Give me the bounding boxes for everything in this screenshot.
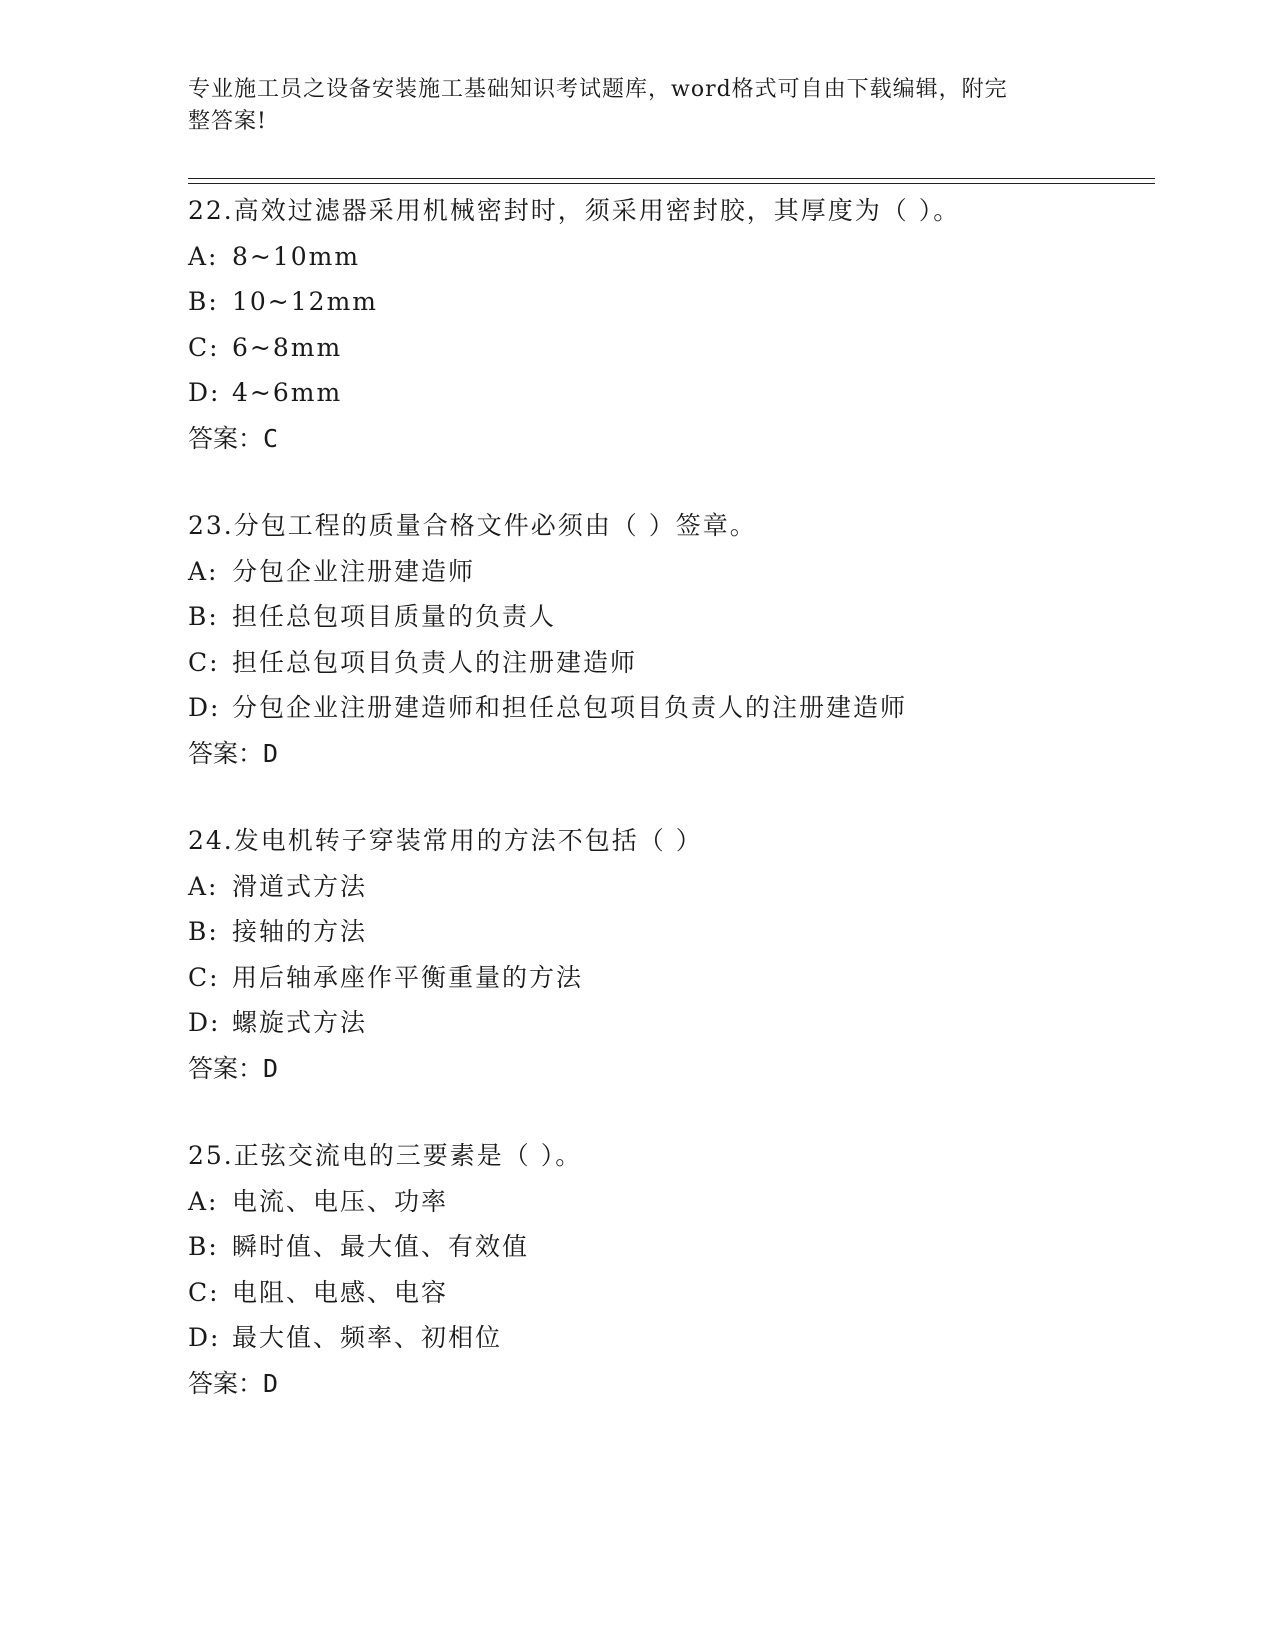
- option-letter: B:: [188, 602, 219, 631]
- option-text: 电阻、电感、电容: [232, 1277, 449, 1307]
- answer-line: 答案：C: [188, 423, 279, 453]
- option-a: [188, 864, 1168, 910]
- option-d: [188, 685, 1168, 731]
- option-c: [188, 955, 1168, 1001]
- option-text: 瞬时值、最大值、有效值: [232, 1232, 530, 1261]
- option-letter: D:: [188, 378, 221, 407]
- option-text: 担任总包项目质量的负责人: [232, 602, 557, 631]
- option-letter: A:: [188, 871, 219, 901]
- header-line-2: 整答案!: [188, 109, 267, 134]
- header-line-1: 专业施工员之设备安装施工基础知识考试题库，word格式可自由下载编辑，附完: [188, 77, 1008, 102]
- question-block: [188, 1133, 1168, 1406]
- option-text: 6~8mm: [232, 332, 343, 362]
- option-text: 最大值、频率、初相位: [232, 1323, 503, 1352]
- option-letter: C:: [188, 332, 220, 362]
- option-letter: B:: [188, 287, 219, 316]
- option-letter: C:: [188, 962, 220, 992]
- option-text: 4~6mm: [232, 378, 343, 407]
- header-divider-top: [188, 178, 1155, 179]
- option-a: [188, 1179, 1168, 1225]
- option-b: [188, 279, 1168, 325]
- option-letter: C:: [188, 647, 220, 677]
- option-text: 10~12mm: [232, 287, 378, 316]
- answer-line: 答案：D: [188, 1053, 279, 1083]
- option-letter: D:: [188, 693, 221, 722]
- option-c: [188, 325, 1168, 371]
- document-header: [188, 74, 1068, 138]
- question-stem: 22.高效过滤器采用机械密封时，须采用密封胶，其厚度为（ ）。: [188, 196, 961, 225]
- option-letter: A:: [188, 556, 219, 586]
- option-c: [188, 1270, 1168, 1316]
- option-text: 分包企业注册建造师和担任总包项目负责人的注册建造师: [232, 693, 908, 722]
- option-text: 8~10mm: [232, 241, 361, 271]
- option-letter: D:: [188, 1008, 221, 1037]
- option-d: [188, 370, 1168, 416]
- option-letter: A:: [188, 241, 219, 271]
- question-stem: 23.分包工程的质量合格文件必须由（ ）签章。: [188, 511, 757, 540]
- option-letter: D:: [188, 1323, 221, 1352]
- question-block: [188, 188, 1168, 461]
- option-a: [188, 234, 1168, 280]
- option-text: 用后轴承座作平衡重量的方法: [232, 962, 584, 992]
- option-d: [188, 1000, 1168, 1046]
- option-text: 滑道式方法: [232, 871, 368, 901]
- option-b: [188, 1224, 1168, 1270]
- option-text: 螺旋式方法: [232, 1008, 368, 1037]
- option-text: 接轴的方法: [232, 917, 368, 946]
- question-block: [188, 503, 1168, 776]
- option-letter: B:: [188, 1232, 219, 1261]
- option-a: [188, 549, 1168, 595]
- option-letter: C:: [188, 1277, 220, 1307]
- option-text: 分包企业注册建造师: [232, 556, 476, 586]
- option-text: 担任总包项目负责人的注册建造师: [232, 647, 638, 677]
- option-letter: B:: [188, 917, 219, 946]
- option-b: [188, 909, 1168, 955]
- question-stem: 25.正弦交流电的三要素是（ ）。: [188, 1141, 583, 1170]
- option-text: 电流、电压、功率: [232, 1186, 449, 1216]
- option-d: [188, 1315, 1168, 1361]
- question-block: [188, 818, 1168, 1091]
- answer-line: 答案：D: [188, 1368, 279, 1398]
- option-b: [188, 594, 1168, 640]
- header-divider-bottom: [188, 183, 1155, 184]
- question-stem: 24.发电机转子穿装常用的方法不包括（ ）: [188, 826, 703, 855]
- answer-line: 答案：D: [188, 738, 279, 768]
- option-c: [188, 640, 1168, 686]
- option-letter: A:: [188, 1186, 219, 1216]
